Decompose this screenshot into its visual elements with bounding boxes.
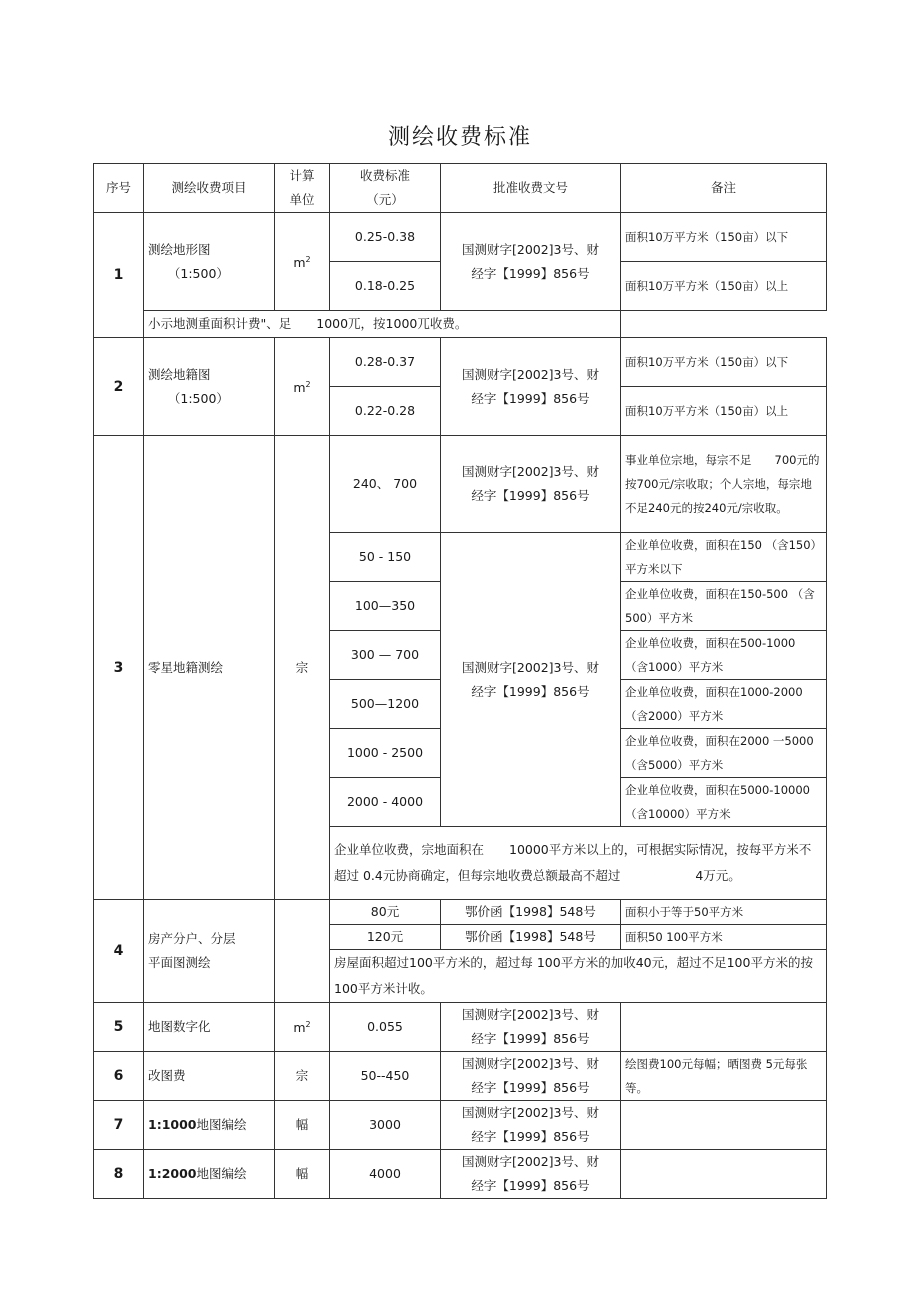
- row-price: 0.055: [330, 1003, 441, 1052]
- row-note: [621, 1003, 827, 1052]
- row-unit: $m^2$: [275, 213, 330, 311]
- row-seq: 3: [94, 436, 144, 900]
- row-price: 0.28-0.37: [330, 338, 441, 387]
- row-doc: 鄂价函【1998】548号: [441, 925, 621, 950]
- row-price: 80元: [330, 900, 441, 925]
- row-unit: 宗: [275, 436, 330, 900]
- row-unit: $m^2$: [275, 1003, 330, 1052]
- row-price: 500—1200: [330, 680, 441, 729]
- header-item: 测绘收费项目: [144, 164, 275, 213]
- row-item: 房产分户、分层 平面图测绘: [144, 900, 275, 1003]
- row-item: 1:2000地图编绘: [144, 1150, 275, 1199]
- row-seq: 5: [94, 1003, 144, 1052]
- row-doc: 国测财字[2002]3号、财 经字【1999】856号: [441, 533, 621, 827]
- row-doc: 国测财字[2002]3号、财 经字【1999】856号: [441, 213, 621, 311]
- header-unit: 计算 单位: [275, 164, 330, 213]
- row-seq: 4: [94, 900, 144, 1003]
- row-wide-note: 企业单位收费，宗地面积在 10000平方米以上的，可根据实际情况，按每平方米不超过 0.4元协商确定，但每宗地收费总额最高不超过 4万元。: [330, 827, 827, 900]
- row-price: 50 - 150: [330, 533, 441, 582]
- header-doc: 批准收费文号: [441, 164, 621, 213]
- row-wide-note: 小示地测重面积计费"、足 1000兀，按1000兀收费。: [144, 311, 621, 338]
- row-price: 300 — 700: [330, 631, 441, 680]
- row-item: 改图费: [144, 1052, 275, 1101]
- fee-table: [93, 163, 827, 1199]
- row-doc: 国测财字[2002]3号、财 经字【1999】856号: [441, 1101, 621, 1150]
- row-note: 企业单位收费，面积在150 （含150）平方米以下: [621, 533, 827, 582]
- row-price: 50--450: [330, 1052, 441, 1101]
- row-note: 面积10万平方米（150亩）以下: [621, 338, 827, 387]
- row-price: 0.22-0.28: [330, 387, 441, 436]
- row-unit: 幅: [275, 1150, 330, 1199]
- row-note: 企业单位收费，面积在5000-10000 （含10000）平方米: [621, 778, 827, 827]
- row-note: 面积10万平方米（150亩）以下: [621, 213, 827, 262]
- row-note: 绘图费100元每幅；晒图费 5元每张等。: [621, 1052, 827, 1101]
- header-seq: 序号: [94, 164, 144, 213]
- row-note: 事业单位宗地，每宗不足 700元的按700元/宗收取；个人宗地，每宗地不足240元的按240元/宗收取。: [621, 436, 827, 533]
- table-row: [94, 338, 827, 387]
- row-note: [621, 1150, 827, 1199]
- row-item: 测绘地籍图 （1:500）: [144, 338, 275, 436]
- row-seq: 1: [94, 213, 144, 338]
- table-row: [94, 1052, 827, 1101]
- header-standard: 收费标准 （元）: [330, 164, 441, 213]
- row-price: 240、 700: [330, 436, 441, 533]
- table-row: [94, 1150, 827, 1199]
- row-note: 企业单位收费，面积在1000-2000 （含2000）平方米: [621, 680, 827, 729]
- row-doc: 国测财字[2002]3号、财 经字【1999】856号: [441, 1150, 621, 1199]
- table-row: [94, 1003, 827, 1052]
- row-price: 2000 - 4000: [330, 778, 441, 827]
- table-row: [94, 1101, 827, 1150]
- row-price: 3000: [330, 1101, 441, 1150]
- table-row: [94, 213, 827, 262]
- row-note: 面积10万平方米（150亩）以上: [621, 387, 827, 436]
- row-note: 企业单位收费，面积在500-1000 （含1000）平方米: [621, 631, 827, 680]
- row-doc: 鄂价函【1998】548号: [441, 900, 621, 925]
- table-row: [94, 311, 827, 338]
- row-doc: 国测财字[2002]3号、财 经字【1999】856号: [441, 1052, 621, 1101]
- row-note: 面积10万平方米（150亩）以上: [621, 262, 827, 311]
- row-unit: 宗: [275, 1052, 330, 1101]
- table-header-row: [94, 164, 827, 213]
- row-note: 企业单位收费，面积在2000 一5000 （含5000）平方米: [621, 729, 827, 778]
- row-note: 面积小于等于50平方米: [621, 900, 827, 925]
- row-price: 120元: [330, 925, 441, 950]
- row-note: [621, 1101, 827, 1150]
- row-doc: 国测财字[2002]3号、财 经字【1999】856号: [441, 338, 621, 436]
- row-item: 零星地籍测绘: [144, 436, 275, 900]
- row-price: 0.25-0.38: [330, 213, 441, 262]
- page-title: 测绘收费标准: [387, 125, 532, 150]
- row-item: 地图数字化: [144, 1003, 275, 1052]
- table-row: [94, 436, 827, 533]
- row-price: 4000: [330, 1150, 441, 1199]
- row-doc: 国测财字[2002]3号、财 经字【1999】856号: [441, 1003, 621, 1052]
- row-price: 0.18-0.25: [330, 262, 441, 311]
- row-wide-note: 房屋面积超过100平方米的，超过每 100平方米的加收40元，超过不足100平方米的按100平方米计收。: [330, 950, 827, 1003]
- row-item: 1:1000地图编绘: [144, 1101, 275, 1150]
- row-price: 100—350: [330, 582, 441, 631]
- row-unit: [275, 900, 330, 1003]
- row-seq: 7: [94, 1101, 144, 1150]
- row-doc: 国测财字[2002]3号、财 经字【1999】856号: [441, 436, 621, 533]
- row-unit: 幅: [275, 1101, 330, 1150]
- row-unit: $m^2$: [275, 338, 330, 436]
- header-remark: 备注: [621, 164, 827, 213]
- row-note: 企业单位收费，面积在150-500 （含500）平方米: [621, 582, 827, 631]
- row-price: 1000 - 2500: [330, 729, 441, 778]
- row-seq: 2: [94, 338, 144, 436]
- table-row: [94, 900, 827, 925]
- row-seq: 6: [94, 1052, 144, 1101]
- row-item: 测绘地形图 （1:500）: [144, 213, 275, 311]
- row-note: 面积50 100平方米: [621, 925, 827, 950]
- row-seq: 8: [94, 1150, 144, 1199]
